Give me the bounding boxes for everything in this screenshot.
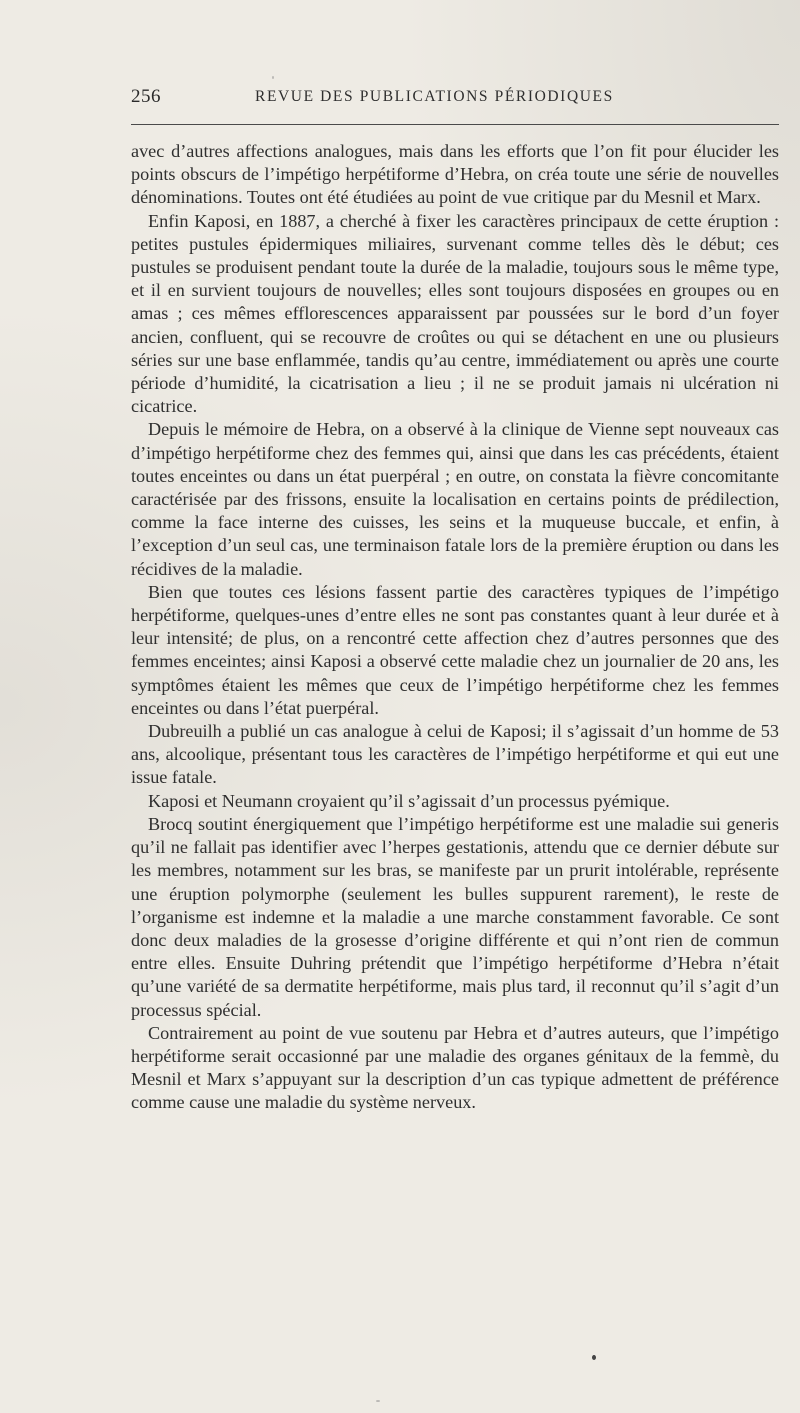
paragraph: Contrairement au point de vue soutenu par Hebra et d’autres auteurs, que l’impétigo herpétiforme serait occasionné par une maladie des organes génitaux de la femmè, du Mesnil et Marx s’appuyant sur la description d’un cas typique admettent de préférence comme cause une maladie du système nerveux. [131,1022,779,1113]
paragraph: Enfin Kaposi, en 1887, a cherché à fixer les caractères principaux de cette éruption : petites pustules épidermiques miliaires, survenant comme telles dès le début; ces pustules se produisent pendant toute la durée de la maladie, toujours sous le même type, et il en survient toujours de nouvelles; elles sont toujours disposées en groupes ou en amas ; ces mêmes efflorescences apparaissent par poussées sur le bord d’un foyer ancien, confluent, qui se recouvre de croûtes ou qui se détachent en une ou plusieurs séries sur une base enflammée, tandis qu’au centre, immédiatement ou après une courte période d’humidité, la cicatrisation a lieu ; il ne se produit jamais ni ulcération ni cicatrice. [131,210,779,417]
paragraph: Depuis le mémoire de Hebra, on a observé à la clinique de Vienne sept nouveaux cas d’impétigo herpétiforme chez des femmes qui, ainsi que dans les cas précédents, étaient toutes enceintes ou dans un état puerpéral ; en outre, on constata la fièvre concomitante caractérisée par des frissons, ensuite la localisation en certains points de prédilection, comme la face interne des cuisses, les seins et la muqueuse buccale, et enfin, à l’exception d’un seul cas, une terminaison fatale lors de la première éruption ou dans les récidives de la maladie. [131,419,779,579]
printer-mark [592,1355,596,1360]
paper-speck [272,76,274,79]
paragraph: Kaposi et Neumann croyaient qu’il s’agissait d’un processus pyémique. [148,790,670,811]
running-head [131,86,779,112]
paper-speck [376,1400,380,1402]
paragraph: avec d’autres affections analogues, mais dans les efforts que l’on fit pour élucider les points obscurs de l’impétigo herpétiforme d’Hebra, on créa toute une série de nouvelles dénominations. Toutes ont été étudiées au point de vue critique par du Mesnil et Marx. [131,141,779,208]
running-head-title: REVUE DES PUBLICATIONS PÉRIODIQUES [255,88,614,105]
paragraph: Bien que toutes ces lésions fassent partie des caractères typiques de l’impétigo herpétiforme, quelques-unes d’entre elles ne sont pas constantes quant à leur durée et à leur intensité; de plus, on a rencontré cette affection chez d’autres personnes que des femmes enceintes; ainsi Kaposi a observé cette maladie chez un journalier de 20 ans, les symptômes étaient les mêmes que ceux de l’impétigo herpétiforme chez les femmes enceintes ou dans l’état puerpéral. [131,581,779,718]
paragraph: Brocq soutint énergiquement que l’impétigo herpétiforme est une maladie sui generis qu’il ne fallait pas identifier avec l’herpes gestationis, attendu que ce dernier débute sur les membres, notamment sur les bras, se manifeste par un prurit intolérable, représente une éruption polymorphe (seulement les bulles suppurent rarement), le reste de l’organisme est indemne et la maladie a une marche constamment favorable. Ce sont donc deux maladies de la grosesse d’origine différente et qui n’ont rien de commun entre elles. Ensuite Duhring prétendit que l’impétigo herpétiforme d’Hebra n’était qu’une variété de sa dermatite herpétiforme, mais plus tard, il reconnut qu’il s’agit d’un processus spécial. [131,813,779,1020]
body-text [131,140,779,1115]
page-number: 256 [131,86,161,107]
header-rule [131,124,779,125]
paragraph: Dubreuilh a publié un cas analogue à celui de Kaposi; il s’agissait d’un homme de 53 ans, alcoolique, présentant tous les caractères de l’impétigo herpétiforme et qui eut une issue fatale. [131,721,779,788]
